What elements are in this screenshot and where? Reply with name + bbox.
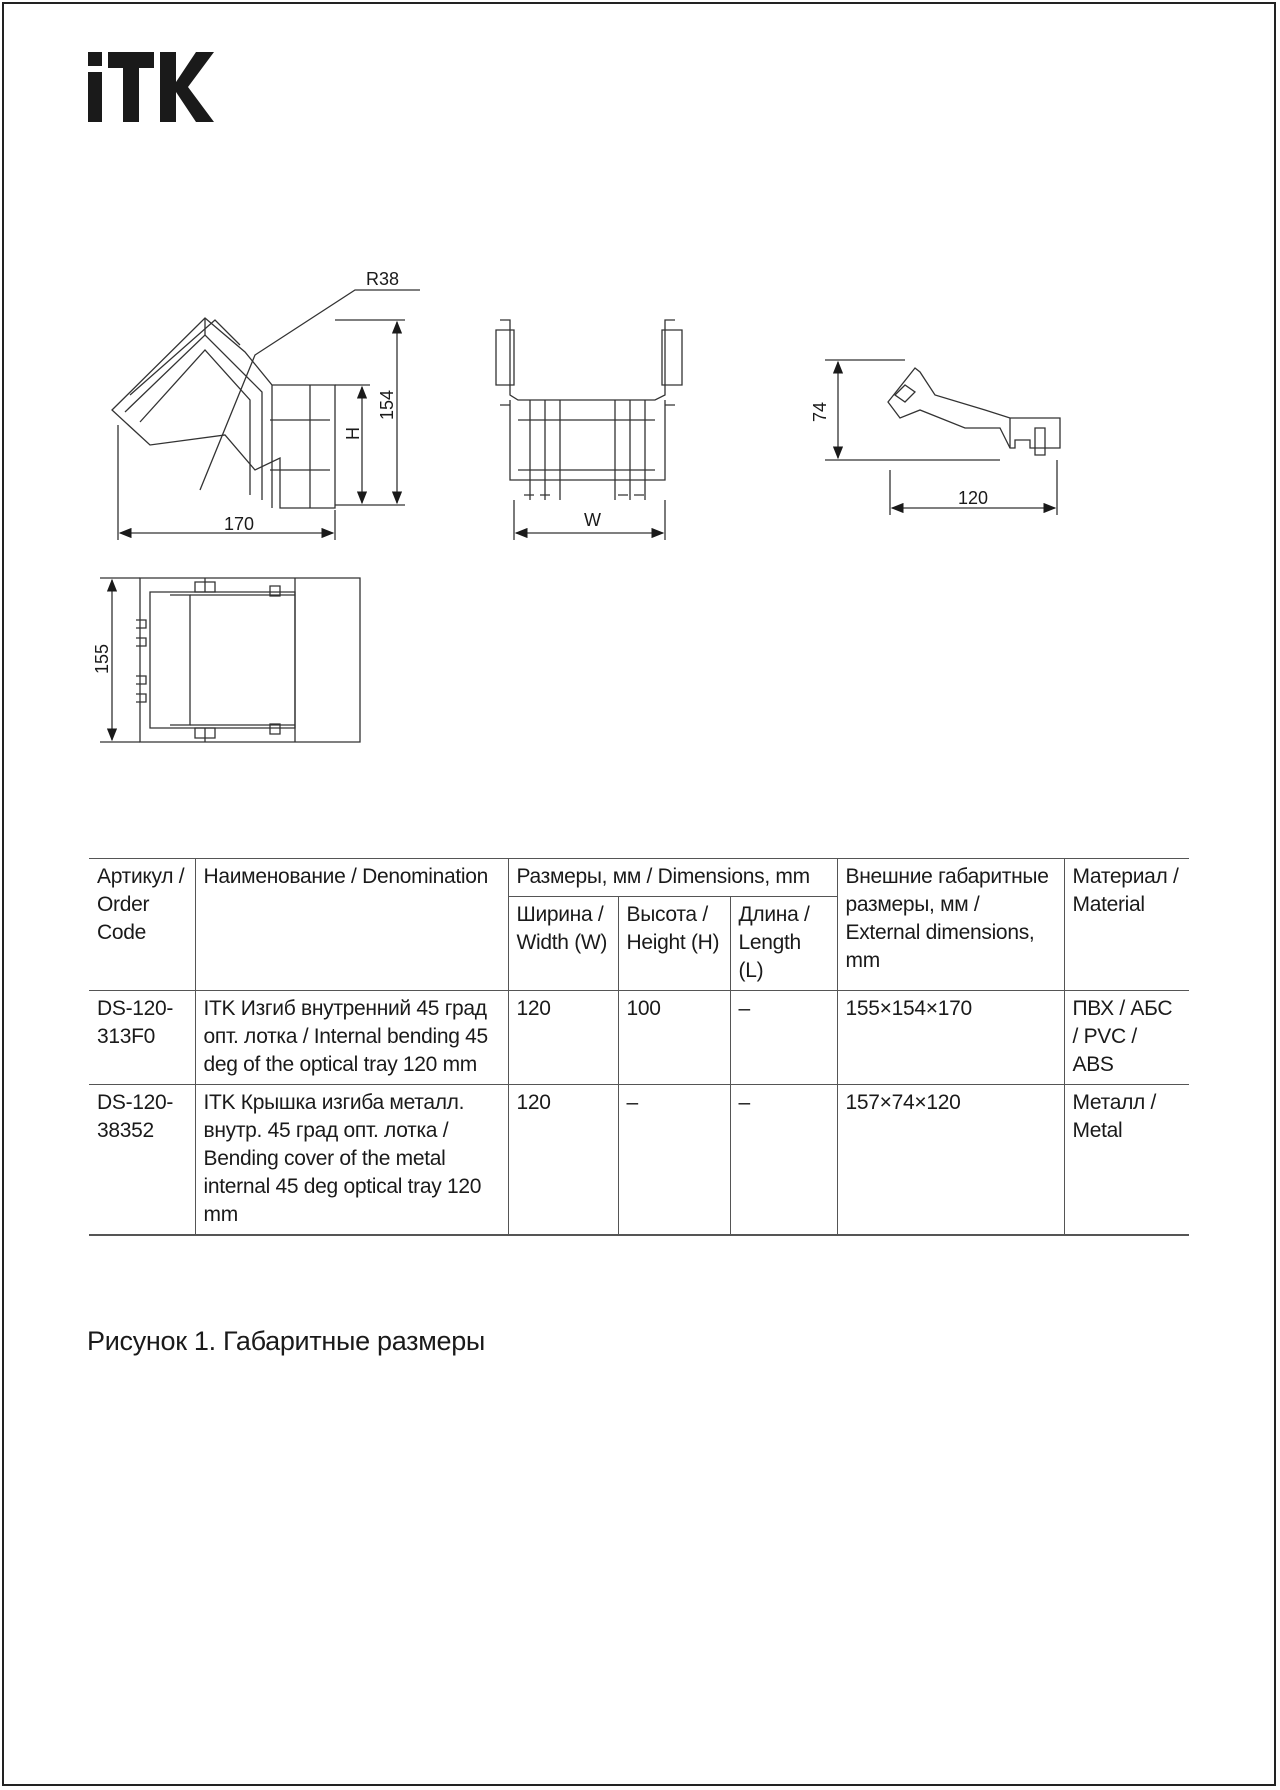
- cell-width: 120: [508, 1085, 618, 1236]
- figure-caption: Рисунок 1. Габаритные размеры: [87, 1326, 486, 1356]
- side-view: [112, 290, 420, 508]
- cell-material: ПВХ / АБС / PVC / ABS: [1064, 991, 1189, 1085]
- dim-label-154: 154: [377, 389, 397, 420]
- dim-label-74: 74: [810, 401, 830, 422]
- dim-label-w: W: [584, 510, 601, 530]
- cell-height: –: [618, 1085, 730, 1236]
- header-height: Высота / Height (H): [618, 897, 730, 991]
- technical-drawing: [0, 0, 1280, 760]
- cell-external: 157×74×120: [837, 1085, 1064, 1236]
- cell-width: 120: [508, 991, 618, 1085]
- cell-name: ITK Крышка изгиба металл. внутр. 45 град опт. лотка / Bending cover of the metal internal 45 deg optical tray 120 mm: [195, 1085, 508, 1236]
- cell-code: DS-120-38352: [89, 1085, 195, 1236]
- table-row: [89, 1085, 1189, 1236]
- dim-label-120: 120: [958, 488, 989, 508]
- header-external: Внешние габаритные размеры, мм / External dimensions, mm: [837, 859, 1064, 991]
- cell-length: –: [730, 1085, 837, 1236]
- table-row: [89, 991, 1189, 1085]
- front-view: [496, 320, 682, 500]
- header-code: Артикул / Order Code: [89, 859, 195, 991]
- dim-label-h: H: [343, 427, 363, 440]
- cover-view: [888, 368, 1060, 455]
- dim-label-170: 170: [224, 514, 255, 534]
- cell-external: 155×154×170: [837, 991, 1064, 1085]
- cell-material: Металл / Metal: [1064, 1085, 1189, 1236]
- cell-height: 100: [618, 991, 730, 1085]
- header-dimensions: Размеры, мм / Dimensions, mm: [508, 859, 837, 897]
- cell-name: ITK Изгиб внутренний 45 град опт. лотка / Internal bending 45 deg of the optical tray 120 mm: [195, 991, 508, 1085]
- header-length: Длина / Length (L): [730, 897, 837, 991]
- dim-label-r38: R38: [366, 269, 400, 289]
- header-width: Ширина / Width (W): [508, 897, 618, 991]
- header-material: Материал / Material: [1064, 859, 1189, 991]
- cell-length: –: [730, 991, 837, 1085]
- spec-table: [89, 858, 1189, 1236]
- top-view: [136, 578, 360, 742]
- cell-code: DS-120-313F0: [89, 991, 195, 1085]
- dim-label-155: 155: [92, 643, 112, 674]
- header-name: Наименование / Denomination: [195, 859, 508, 991]
